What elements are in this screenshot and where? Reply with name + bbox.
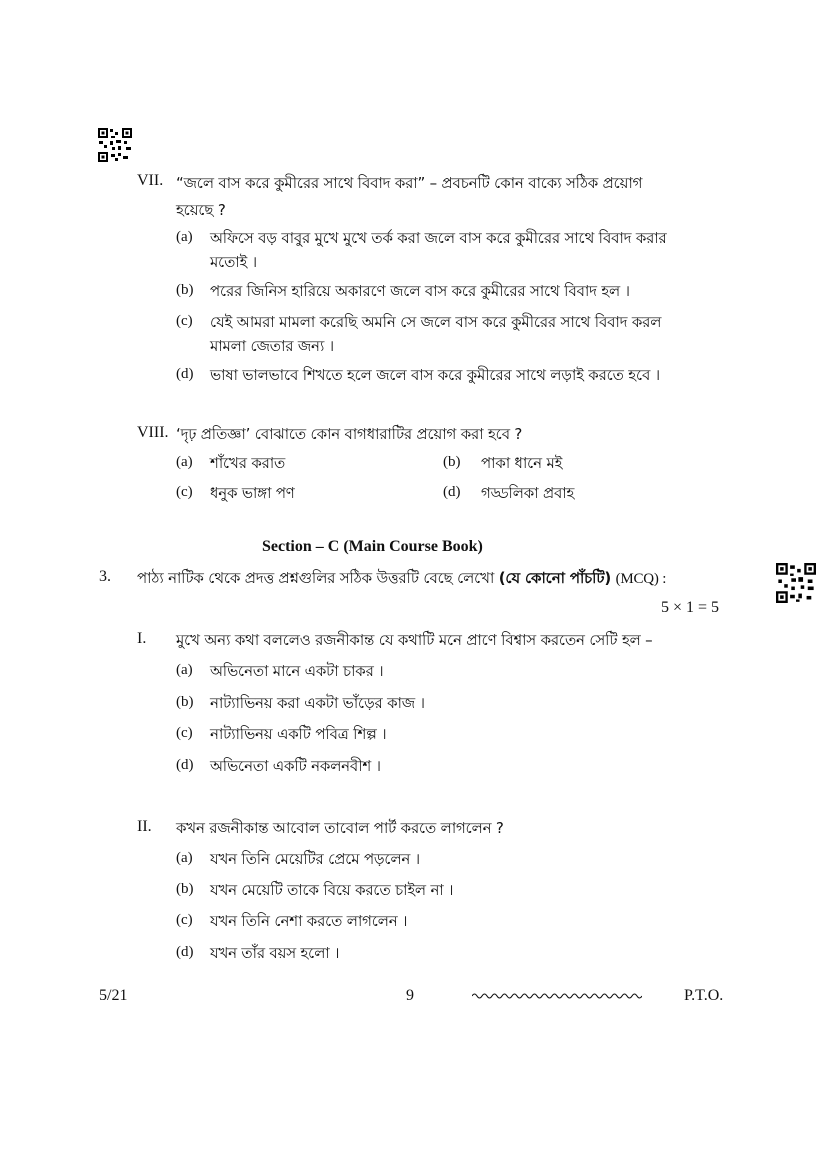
question-text: ‘দৃঢ় প্রতিজ্ঞা’ বোঝাতে কোন বাগধারাটির প্রয়োগ করা হবে ? [176, 425, 523, 443]
option-text: গড্ডলিকা প্রবাহ [481, 484, 575, 502]
option-text: যখন তাঁর বয়স হলো । [210, 944, 340, 962]
question-number: VIII. [137, 424, 169, 441]
pto-label: P.T.O. [684, 987, 724, 1004]
option-text: যেই আমরা মামলা করেছি অমনি সে জলে বাস করে কুমীরের সাথে বিবাদ করল [210, 313, 662, 331]
option-label: (d) [176, 944, 194, 960]
option-text: নাট্যাভিনয় একটি পবিত্র শিল্প । [210, 725, 387, 743]
option-label: (d) [443, 484, 461, 500]
option-text: যখন মেয়েটি তাকে বিয়ে করতে চাইল না । [210, 881, 454, 899]
option-label: (b) [443, 454, 461, 470]
option-text: যখন তিনি মেয়েটির প্রেমে পড়লেন । [210, 850, 420, 868]
question-text: “জলে বাস করে কুমীরের সাথে বিবাদ করা” – প্রবচনটি কোন বাক্যে সঠিক প্রয়োগ [176, 174, 643, 192]
option-text: যখন তিনি নেশা করতে লাগলেন । [210, 912, 408, 930]
option-label: (b) [176, 694, 194, 710]
option-text-cont: মতোই । [210, 253, 257, 271]
marks: 5 × 1 = 5 [661, 599, 720, 616]
question-text-tag: (MCQ) : [615, 571, 667, 587]
option-text: অফিসে বড় বাবুর মুখে মুখে তর্ক করা জলে বাস করে কুমীরের সাথে বিবাদ করার [210, 229, 667, 247]
option-text: ভাষা ভালভাবে শিখতে হলে জলে বাস করে কুমীরের সাথে লড়াই করতে হবে । [210, 366, 660, 384]
option-label: (b) [176, 881, 194, 897]
question-text: মুখে অন্য কথা বললেও রজনীকান্ত যে কথাটি মনে প্রাণে বিশ্বাস করতেন সেটি হল – [176, 631, 653, 649]
option-label: (b) [176, 282, 194, 298]
option-text: নাট্যাভিনয় করা একটা ভাঁড়ের কাজ । [210, 694, 425, 712]
paper-code: 5/21 [99, 987, 128, 1004]
option-label: (a) [176, 850, 193, 866]
section-heading: Section – C (Main Course Book) [262, 538, 483, 555]
option-label: (c) [176, 912, 193, 928]
question-text-cont: হয়েছে ? [176, 201, 226, 219]
option-text: ধনুক ভাঙ্গা পণ [210, 484, 295, 502]
question-text: কখন রজনীকান্ত আবোল তাবোল পার্ট করতে লাগলেন ? [176, 819, 504, 837]
option-label: (c) [176, 484, 193, 500]
qr-code-top [98, 128, 132, 162]
option-label: (d) [176, 366, 194, 382]
option-label: (c) [176, 725, 193, 741]
question-text [137, 567, 666, 592]
question-number: II. [137, 818, 152, 835]
qr-code-right [776, 563, 816, 603]
wavy-line-decoration [472, 991, 642, 1001]
option-label: (d) [176, 757, 194, 773]
option-text: পাকা ধানে মই [481, 454, 563, 472]
option-label: (a) [176, 662, 193, 678]
option-text-cont: মামলা জেতার জন্য । [210, 337, 334, 355]
option-label: (c) [176, 313, 193, 329]
option-text: শাঁখের করাত [210, 454, 286, 472]
page-number: 9 [406, 987, 414, 1004]
question-text-emphasis: (যে কোনো পাঁচটি) [498, 569, 611, 587]
question-number: VII. [137, 172, 164, 189]
question-number: 3. [99, 568, 111, 585]
question-text-main: পাঠ্য নাটিক থেকে প্রদত্ত প্রশ্নগুলির সঠিক উত্তরটি বেছে লেখো [137, 569, 495, 587]
question-number: I. [137, 630, 147, 647]
option-text: অভিনেতা মানে একটা চাকর । [210, 662, 384, 680]
option-label: (a) [176, 454, 193, 470]
option-text: অভিনেতা একটি নকলনবীশ । [210, 757, 381, 775]
option-text: পরের জিনিস হারিয়ে অকারণে জলে বাস করে কুমীরের সাথে বিবাদ হল । [210, 282, 630, 300]
option-label: (a) [176, 229, 193, 245]
